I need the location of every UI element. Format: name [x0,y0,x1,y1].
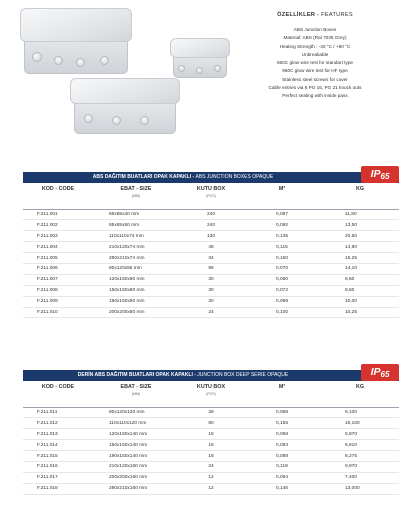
deep-junction-boxes-table [23,381,399,495]
cell-kg: 20,60 [321,231,399,242]
table-row [23,231,399,242]
cell-code: F.211.013 [23,429,93,440]
cell-kg: 13,000 [321,483,399,494]
cell-code: F.211.010 [23,307,93,318]
cell-kg: 8,275 [321,451,399,462]
junction-box-deep-image [70,78,180,138]
cell-kg: 8,60 [321,274,399,285]
cell-m3: 0,150 [243,253,321,264]
feature-line: Stainless steel screws for cover [282,76,348,82]
cell-m3: 0,087 [243,209,321,220]
cell-box: 18 [179,451,243,462]
section-title-en: JUNCTION BOX DEEP SERIE OPAQUE [197,372,289,378]
cell-code: F.211.015 [23,451,93,462]
feature-line: Cable entries via 6 PG 16, PG 21 knock outs [268,85,362,91]
cell-size: 280x210x74 mm [93,253,179,264]
cell-box: 48 [179,242,243,253]
feature-line: Perfect sealing with inside pass [282,93,348,99]
cell-kg: 5,870 [321,429,399,440]
cell-kg: 14,80 [321,242,399,253]
abs-junction-boxes-table [23,183,399,318]
cell-m3: 0,115 [243,242,321,253]
junction-box-large-image [20,8,132,83]
cell-code: F.211.008 [23,285,93,296]
section-title [23,172,343,183]
cell-code: F.211.003 [23,231,93,242]
cell-box: 30 [179,285,243,296]
table-row [23,418,399,429]
col-header-m3: M³ [243,381,321,407]
cell-size: 200x200x160 mm [93,472,179,483]
ip-rating-badge [361,364,399,381]
cell-m3: 0,093 [243,440,321,451]
table-row [23,220,399,231]
cell-code: F.211.014 [23,440,93,451]
ip-rating-badge [361,166,399,183]
table-row [23,285,399,296]
col-header-box-label: KUTU BOX [196,186,226,192]
cell-code: F.211.016 [23,461,93,472]
cell-size: 80x120x120 mm [93,407,179,418]
ip-badge-label: IP [370,366,381,378]
cell-box: 240 [179,220,243,231]
cell-size: 190x150x140 mm [93,451,179,462]
cell-kg: 6,810 [321,440,399,451]
ip-badge-number: 65 [380,172,390,181]
col-header-m3: M³ [243,183,321,209]
cell-kg: 10,00 [321,296,399,307]
table-row [23,440,399,451]
col-header-box [179,183,243,209]
col-header-size [93,183,179,209]
cell-code: F.211.018 [23,483,93,494]
cell-code: F.211.009 [23,296,93,307]
section-title-tr: DERİN ABS DAĞITIM BUATLARI OPAK KAPAKLI [77,372,193,378]
feature-line: ABS Junction Boxes [293,27,337,32]
cell-code: F.211.006 [23,263,93,274]
cell-box: 96 [179,263,243,274]
cell-kg: 8,100 [321,407,399,418]
table-row [23,461,399,472]
feature-line: Unbreakable [301,51,329,57]
cell-box: 130 [179,231,243,242]
table-row [23,407,399,418]
cell-size: 210x120x74 mm [93,242,179,253]
cell-code: F.211.017 [23,472,93,483]
cell-m3: 0,100 [243,307,321,318]
cell-size: 85x85x40 mm [93,209,179,220]
col-header-box-unit: (PCS) [206,392,216,396]
table-row [23,451,399,462]
cell-kg: 13,50 [321,220,399,231]
cell-kg: 8,60 [321,285,399,296]
cell-size: 150x150x80 mm [93,285,179,296]
cell-kg: 14,10 [321,263,399,274]
cell-box: 24 [179,307,243,318]
table-row [23,472,399,483]
col-header-size [93,381,179,407]
cell-m3: 0,072 [243,285,321,296]
col-header-size-label: EBAT - SIZE [120,384,152,390]
cell-box: 18 [179,440,243,451]
table-row [23,209,399,220]
cell-box: 34 [179,253,243,264]
col-header-box-unit: (PCS) [206,194,216,198]
section-title [23,370,343,381]
col-header-kg: KG [321,381,399,407]
features-title-en: FEATURES [321,12,353,18]
cell-box: 240 [179,209,243,220]
cell-box: 30 [179,274,243,285]
cell-kg: 15,25 [321,253,399,264]
col-header-kg: KG [321,183,399,209]
feature-line: Material: ABS (Ral 7035 Grey) [283,35,347,41]
ip-badge-number: 65 [380,370,390,379]
cell-m3: 0,119 [243,461,321,472]
features-title-tr: ÖZELLİKLER [277,12,316,18]
feature-line: 650C glow wire test for standart type [276,60,354,66]
col-header-size-unit: (MM) [131,194,141,198]
cell-code: F.211.012 [23,418,93,429]
section-title-sep: - [192,372,198,378]
cell-code: F.211.011 [23,407,93,418]
cell-size: 190x150x80 mm [93,296,179,307]
junction-box-small-image [170,38,230,83]
cell-size: 120x150x80 mm [93,274,179,285]
cell-m3: 0,146 [243,483,321,494]
cell-kg: 10,25 [321,307,399,318]
features-panel [230,12,400,101]
cell-size: 110x110x120 mm [93,418,179,429]
cell-size: 85x85x50 mm [93,220,179,231]
cell-m3: 0,058 [243,407,321,418]
table-row [23,429,399,440]
cell-code: F.211.004 [23,242,93,253]
features-title-sep: - [315,12,322,18]
cell-kg: 11,80 [321,209,399,220]
feature-line: Heating Strength : -40 °C / +80 °C [279,43,351,49]
cell-m3: 0,088 [243,451,321,462]
table-row [23,483,399,494]
cell-size: 200x200x80 mm [93,307,179,318]
cell-m3: 0,089 [243,296,321,307]
section-title-tr: ABS DAĞITIM BUATLARI OPAK KAPAKLI [92,174,192,180]
feature-line: 960C glow wire test for HF type [282,68,348,74]
cell-box: 12 [179,472,243,483]
cell-code: F.211.001 [23,209,93,220]
cell-m3: 0,070 [243,263,321,274]
cell-m3: 0,060 [243,274,321,285]
cell-size: 80x120x55 mm [93,263,179,274]
cell-size: 280x210x160 mm [93,483,179,494]
cell-m3: 0,092 [243,220,321,231]
table-row [23,274,399,285]
cell-size: 150x150x140 mm [93,440,179,451]
ip-badge-label: IP [370,168,381,180]
col-header-code: KOD - CODE [23,183,93,209]
table-row [23,296,399,307]
table-row [23,263,399,274]
table-row [23,307,399,318]
cell-code: F.211.002 [23,220,93,231]
cell-kg: 9,970 [321,461,399,472]
cell-box: 12 [179,483,243,494]
cell-size: 120x150x140 mm [93,429,179,440]
cell-box: 80 [179,418,243,429]
table-row [23,242,399,253]
cell-size: 110x110x74 mm [93,231,179,242]
col-header-size-unit: (MM) [131,392,141,396]
cell-box: 18 [179,429,243,440]
cell-box: 24 [179,461,243,472]
col-header-size-label: EBAT - SIZE [120,186,152,192]
product-photos [20,8,230,133]
cell-code: F.211.005 [23,253,93,264]
table-row [23,253,399,264]
col-header-code: KOD - CODE [23,381,93,407]
cell-box: 39 [179,407,243,418]
section-title-en: ABS JUNCTION BOXES OPAQUE [195,174,274,180]
features-title [230,12,400,18]
cell-m3: 0,058 [243,429,321,440]
cell-kg: 7,400 [321,472,399,483]
col-header-box [179,381,243,407]
cell-box: 30 [179,296,243,307]
cell-size: 210x120x160 mm [93,461,179,472]
cell-m3: 0,094 [243,472,321,483]
cell-m3: 0,135 [243,231,321,242]
col-header-box-label: KUTU BOX [196,384,226,390]
cell-kg: 16,100 [321,418,399,429]
cell-m3: 0,155 [243,418,321,429]
section-title-sep: - [191,174,196,180]
cell-code: F.211.007 [23,274,93,285]
